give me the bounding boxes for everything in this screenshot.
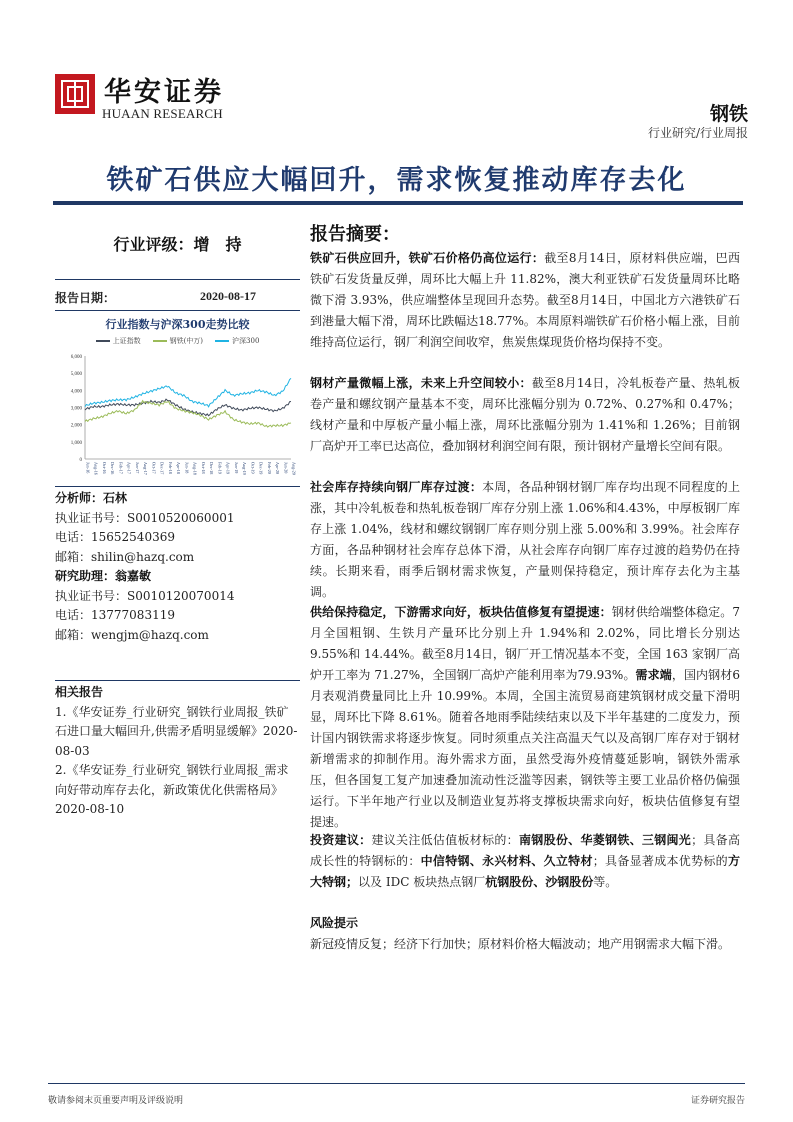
logo-chinese: 华安证券: [104, 77, 224, 108]
paragraph-body: 钢材供给端整体稳定。7月全国粗钢、生铁月产量环比分别上升 1.94%和 2.02%，同比增长分别达 9.55%和 14.44%。截至8月14日，钢厂开工情况基本不变，全国 163 家钢厂高炉开工率为 71.27%，全国钢厂高炉产能利用率为79.93%。: [310, 605, 740, 682]
assistant-phone: 电话：13777083119: [55, 608, 175, 622]
x-tick-label: Dec-18: [209, 462, 215, 475]
x-tick-label: Feb-20: [266, 462, 272, 474]
stock-picks: 方大特钢；: [310, 854, 740, 889]
analyst-name: 分析师：石林: [55, 491, 128, 505]
summary-paragraph-inventory: [310, 477, 740, 603]
paragraph-lead: 社会库存持续向钢厂库存过渡：: [310, 480, 483, 494]
y-tick-label: 5,000: [70, 372, 82, 378]
stock-picks: 南钢股份、华菱钢铁、三钢闽光: [518, 833, 692, 847]
analyst-phone: 电话：15652540369: [55, 530, 175, 544]
divider: [55, 279, 300, 280]
line-chart: [55, 348, 300, 483]
legend-item: [153, 336, 203, 346]
paragraph-lead: 钢材产量微幅上涨，未来上升空间较小：: [310, 376, 532, 390]
y-tick-label: 0: [79, 458, 82, 463]
divider: [55, 486, 300, 487]
x-tick-label: Feb-19: [217, 462, 223, 474]
legend-swatch: [96, 340, 110, 342]
report-title: 铁矿石供应大幅回升，需求恢复推动库存去化: [106, 165, 687, 196]
footer-disclaimer: 敬请参阅末页重要声明及评级说明: [48, 1096, 184, 1106]
series-line: [85, 399, 291, 416]
x-tick-label: Jun-20: [283, 462, 289, 474]
x-tick-label: Oct-18: [200, 462, 206, 474]
stock-picks: 中信特钢、永兴材料、久立特材: [420, 854, 593, 868]
legend-item: [96, 336, 141, 346]
y-tick-label: 6,000: [70, 355, 82, 360]
paragraph-body: ；具备显著成本优势标的: [592, 854, 728, 868]
legend-label: 钢铁(中万): [169, 337, 204, 345]
report-date-value: 2020-08-17: [200, 289, 256, 303]
x-tick-label: Apr-18: [176, 462, 182, 475]
risk-heading: 风险提示: [310, 916, 359, 930]
y-tick-label: 2,000: [70, 423, 82, 429]
paragraph-body: ，国内钢材6月表观消费量同比上升 10.99%。本周，全国主流贸易商建筑钢材成交量下滑明显，周环比下降 8.61%。随着各地雨季陆续结束以及下半年基建的二度发力，预计国内钢铁需求将逐步恢复。同时须重点关注高温天气以及高钢厂库存对于钢材新增需求的抑制作用。海外需求方面，虽然受海外疫情蔓延影响，钢铁外需承压，但各国复工复产加速叠加流动性泛滥等因素，钢铁等主要工业品价格仍偏强运行。下半年地产行业以及制造业复苏将支撑板块需求向好，板块估值修复有望提速。: [310, 668, 740, 829]
assistant-name: 研究助理：翁嘉敏: [55, 569, 152, 583]
x-tick-label: Apr-19: [225, 462, 231, 475]
x-tick-label: Jun-18: [184, 462, 190, 474]
x-tick-label: Apr-20: [275, 462, 281, 475]
assistant-cert: 执业证书号：S0010120070014: [55, 588, 235, 603]
x-tick-label: Aug-20: [291, 462, 297, 475]
legend-item: [215, 336, 259, 346]
stock-picks: 杭钢股份、沙钢股份: [485, 875, 594, 889]
chart-legend: [55, 336, 300, 346]
analyst-email[interactable]: 邮箱：shilin@hazq.com: [55, 549, 195, 564]
x-tick-label: Dec-19: [258, 462, 264, 475]
chart-title: 行业指数与沪深300走势比较: [105, 318, 250, 331]
summary-paragraph-investment: [310, 830, 740, 893]
related-report-item[interactable]: 1.《华安证券_行业研究_钢铁行业周报_铁矿石进口量大幅回升,供需矛盾明显缓解》2020-08-03: [55, 704, 298, 758]
paragraph-body: 截至8月14日，冷轧板卷产量、热轧板卷产量和螺纹钢产量基本不变，周环比涨幅分别为 0.72%、0.27%和 0.47%；线材产量和中厚板产量小幅上涨，周环比涨幅分别为 1.41%和 1.26%；目前钢厂高炉开工率已达高位，叠加钢材利润空间有限，预计钢材产量增长空间有限。: [310, 376, 740, 453]
x-tick-label: Jun-19: [233, 462, 239, 474]
title-divider: [53, 201, 743, 205]
summary-paragraph-output: [310, 373, 740, 457]
paragraph-emphasis: 需求端: [635, 668, 672, 682]
series-line: [85, 378, 291, 406]
x-tick-label: Jun-17: [134, 462, 140, 474]
report-type: 行业研究/行业周报: [647, 126, 748, 140]
x-tick-label: Aug-18: [192, 462, 198, 475]
related-title: 相关报告: [55, 685, 104, 699]
y-tick-label: 1,000: [70, 440, 82, 446]
paragraph-body: 截至8月14日，原材料供应端，巴西铁矿石发货量反弹，周环比大幅上升 11.82%，澳大利亚铁矿石发货量周环比略微下滑 3.93%，供应端整体呈现回升态势。截至8月14日，中国北方六港铁矿石到港量大幅下滑，周环比跌幅达18.77%。本周原料端铁矿石价格小幅上涨，目前维持高位运行，钢厂利润空间收窄，焦炭焦煤现货价格均保持不变。: [310, 251, 740, 349]
related-reports: [55, 683, 300, 820]
paragraph-lead: 投资建议：: [310, 833, 372, 847]
summary-paragraph-supply-demand: [310, 602, 740, 833]
summary-paragraph-iron-ore: [310, 248, 740, 353]
summary-heading: 报告摘要：: [310, 224, 400, 245]
legend-swatch: [215, 340, 229, 342]
paragraph-body: ；具备高成长性的特钢标的：: [310, 833, 740, 868]
x-tick-label: Aug-19: [242, 462, 248, 475]
x-tick-label: Oct-16: [101, 462, 107, 474]
risk-text: 新冠疫情反复；经济下行加快；原材料价格大幅波动；地产用钢需求大幅下滑。: [310, 937, 731, 951]
legend-label: 沪深300: [232, 337, 260, 345]
related-report-item[interactable]: 2.《华安证券_行业研究_钢铁行业周报_需求向好带动库存去化，新政策优化供需格局》2020-08-10: [55, 763, 289, 816]
x-tick-label: Feb-18: [167, 462, 173, 474]
logo-mark: [55, 74, 95, 114]
x-tick-label: Jun-16: [85, 462, 91, 474]
paragraph-body: 等。: [593, 875, 618, 889]
logo-glyph-icon: [61, 80, 89, 108]
paragraph-body: 本周，各品种钢材钢厂库存均出现不同程度的上涨，其中冷轧板卷和热轧板卷钢厂库存分别上涨 1.06%和4.43%，中厚板钢厂库存上涨 1.04%，线材和螺纹钢钢厂库存则分别上涨 5.00%和 3.99%。社会库存方面，各品种钢材社会库存总体下滑，从社会库存向钢厂库存过渡的趋势仍在持续。长期来看，雨季后钢材需求恢复，产量则保持稳定，预计库存去化为主基调。: [310, 480, 740, 599]
paragraph-body: 以及 IDC 板块热点钢厂: [358, 875, 486, 889]
assistant-email[interactable]: 邮箱：wengjm@hazq.com: [55, 627, 209, 642]
report-date-label: 报告日期：: [55, 291, 116, 305]
legend-swatch: [153, 340, 167, 342]
x-tick-label: Oct-17: [151, 462, 157, 474]
y-tick-label: 3,000: [70, 406, 82, 412]
industry-rating: 行业评级：增 持: [113, 235, 242, 254]
y-tick-label: 4,000: [70, 389, 82, 395]
footer-label: 证券研究报告: [690, 1096, 745, 1106]
x-tick-label: Oct-19: [250, 462, 256, 474]
legend-label: 上证指数: [112, 337, 141, 345]
logo-english: HUAAN RESEARCH: [102, 106, 223, 121]
x-tick-label: Feb-17: [118, 462, 124, 474]
analyst-info: [55, 489, 234, 645]
paragraph-lead: 供给保持稳定，下游需求向好，板块估值修复有望提速：: [310, 605, 612, 619]
footer-divider: [48, 1083, 745, 1084]
paragraph-lead: 铁矿石供应回升，铁矿石价格仍高位运行：: [310, 251, 545, 265]
x-tick-label: Apr-17: [126, 462, 132, 475]
x-tick-label: Dec-16: [110, 462, 116, 475]
analyst-cert: 执业证书号：S0010520060001: [55, 510, 235, 525]
x-tick-label: Aug-17: [143, 462, 149, 475]
divider: [55, 680, 300, 681]
divider: [55, 310, 300, 311]
x-tick-label: Aug-16: [93, 462, 99, 475]
industry-label: 钢铁: [709, 103, 748, 125]
paragraph-body: 建议关注低估值板材标的：: [371, 833, 519, 847]
x-tick-label: Dec-17: [159, 462, 165, 475]
